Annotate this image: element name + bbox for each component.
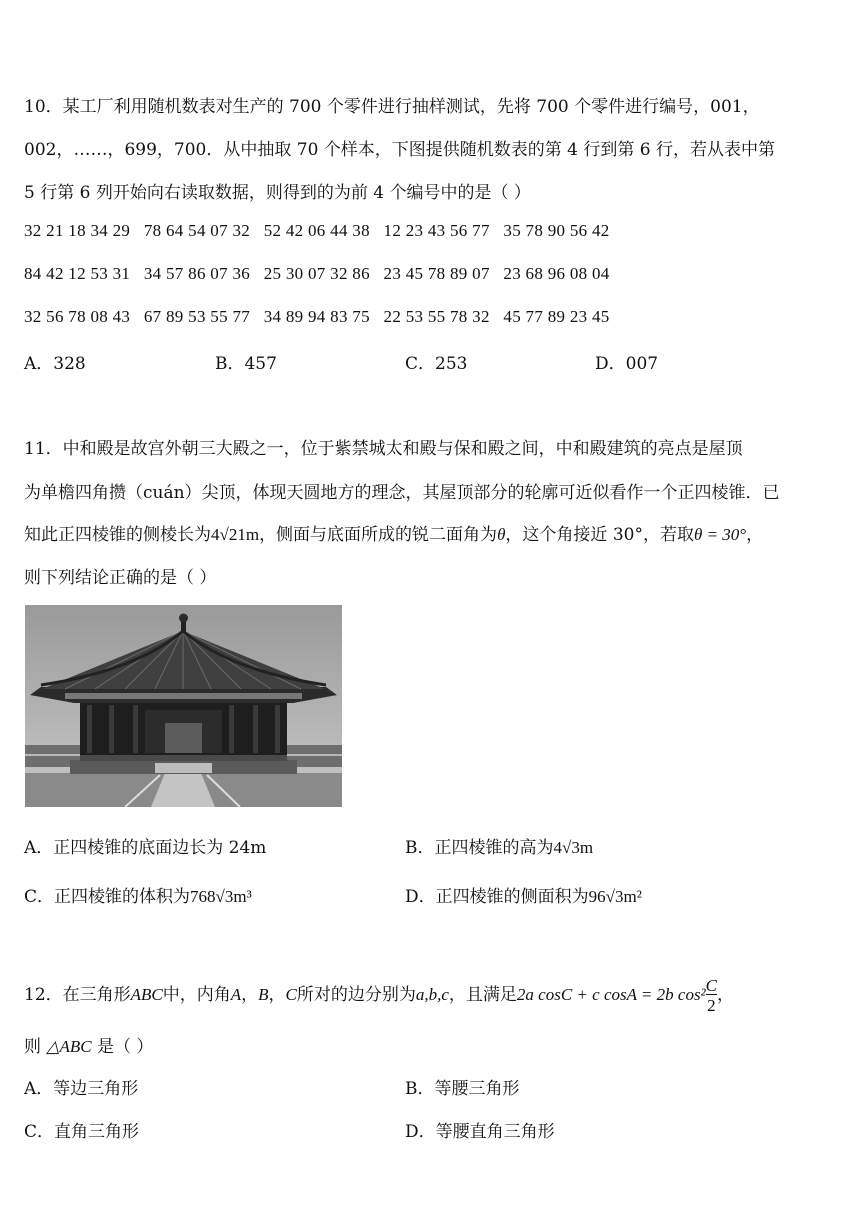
random-table-row: 32 56 78 08 43 67 89 53 55 77 34 89 94 83 75 22 53 55 78 32 45 77 89 23 45 (24, 307, 610, 326)
volume-math: 768√3m³ (190, 887, 252, 906)
equation-math: 2a cosC + c cosA = 2b cos² (516, 985, 706, 1004)
edge-length-math: 4√21m (211, 525, 260, 544)
q11-line-3: 知此正四棱锥的侧棱长为4√21m，侧面与底面所成的锐二面角为θ，这个角接近 30°，若取θ = 30°， (24, 525, 764, 545)
q12-option-b: B．等腰三角形 (405, 1079, 520, 1099)
palace-photo-icon (25, 605, 342, 807)
q10-option-a: A．328 (24, 354, 86, 374)
random-table-row: 84 42 12 53 31 34 57 86 07 36 25 30 07 32 86 23 45 78 89 07 23 68 96 08 04 (24, 264, 610, 283)
lateral-area-math: 96√3m² (588, 887, 642, 906)
q11-line-1: 11．中和殿是故宫外朝三大殿之一，位于紫禁城太和殿与保和殿之间，中和殿建筑的亮点是屋顶 (24, 439, 743, 459)
q11-option-c: C．正四棱锥的体积为768√3m³ (24, 887, 252, 907)
q10-option-d: D．007 (595, 354, 659, 374)
q12-option-a: A．等边三角形 (24, 1079, 139, 1099)
theta-value-math: θ = 30° (693, 525, 747, 544)
q10-option-c: C．253 (405, 354, 468, 374)
fraction-c-over-2: $\frac{C}{2}$ (705, 976, 718, 1015)
q12-option-d: D．等腰直角三角形 (405, 1122, 555, 1142)
random-table-row: 32 21 18 34 29 78 64 54 07 32 52 42 06 44 38 12 23 43 56 77 35 78 90 56 42 (24, 221, 610, 240)
q12-option-c: C．直角三角形 (24, 1122, 140, 1142)
q12-line-2: 则 △ABC 是（ ） (24, 1037, 154, 1057)
q10-option-b: B．457 (215, 354, 277, 374)
q12-line-1: 12．在三角形ABC中，内角A，B，C所对的边分别为a,b,c，且满足2a cosC + c cosA = 2b cos² $\frac{C}{2}$ ， (24, 976, 735, 1015)
q11-option-d: D．正四棱锥的侧面积为96√3m² (405, 887, 642, 907)
q10-line-2: 002，……，699，700．从中抽取 70 个样本，下图提供随机数表的第 4 行到第 6 行，若从表中第 (24, 140, 776, 160)
q10-line-3: 5 行第 6 列开始向右读取数据，则得到的为前 4 个编号中的是（ ） (24, 183, 531, 203)
q10-line-1: 10．某工厂利用随机数表对生产的 700 个零件进行抽样测试，先将 700 个零件进行编号，001， (24, 97, 760, 117)
height-math: 4√3m (553, 838, 594, 857)
q11-line-4: 则下列结论正确的是（ ） (24, 568, 217, 588)
q11-option-a: A．正四棱锥的底面边长为 24m (24, 838, 267, 858)
q11-option-b: B．正四棱锥的高为4√3m (405, 838, 594, 858)
q11-line-2: 为单檐四角攒（cuán）尖顶，体现天圆地方的理念，其屋顶部分的轮廓可近似看作一个正四棱锥．已 (24, 483, 780, 503)
